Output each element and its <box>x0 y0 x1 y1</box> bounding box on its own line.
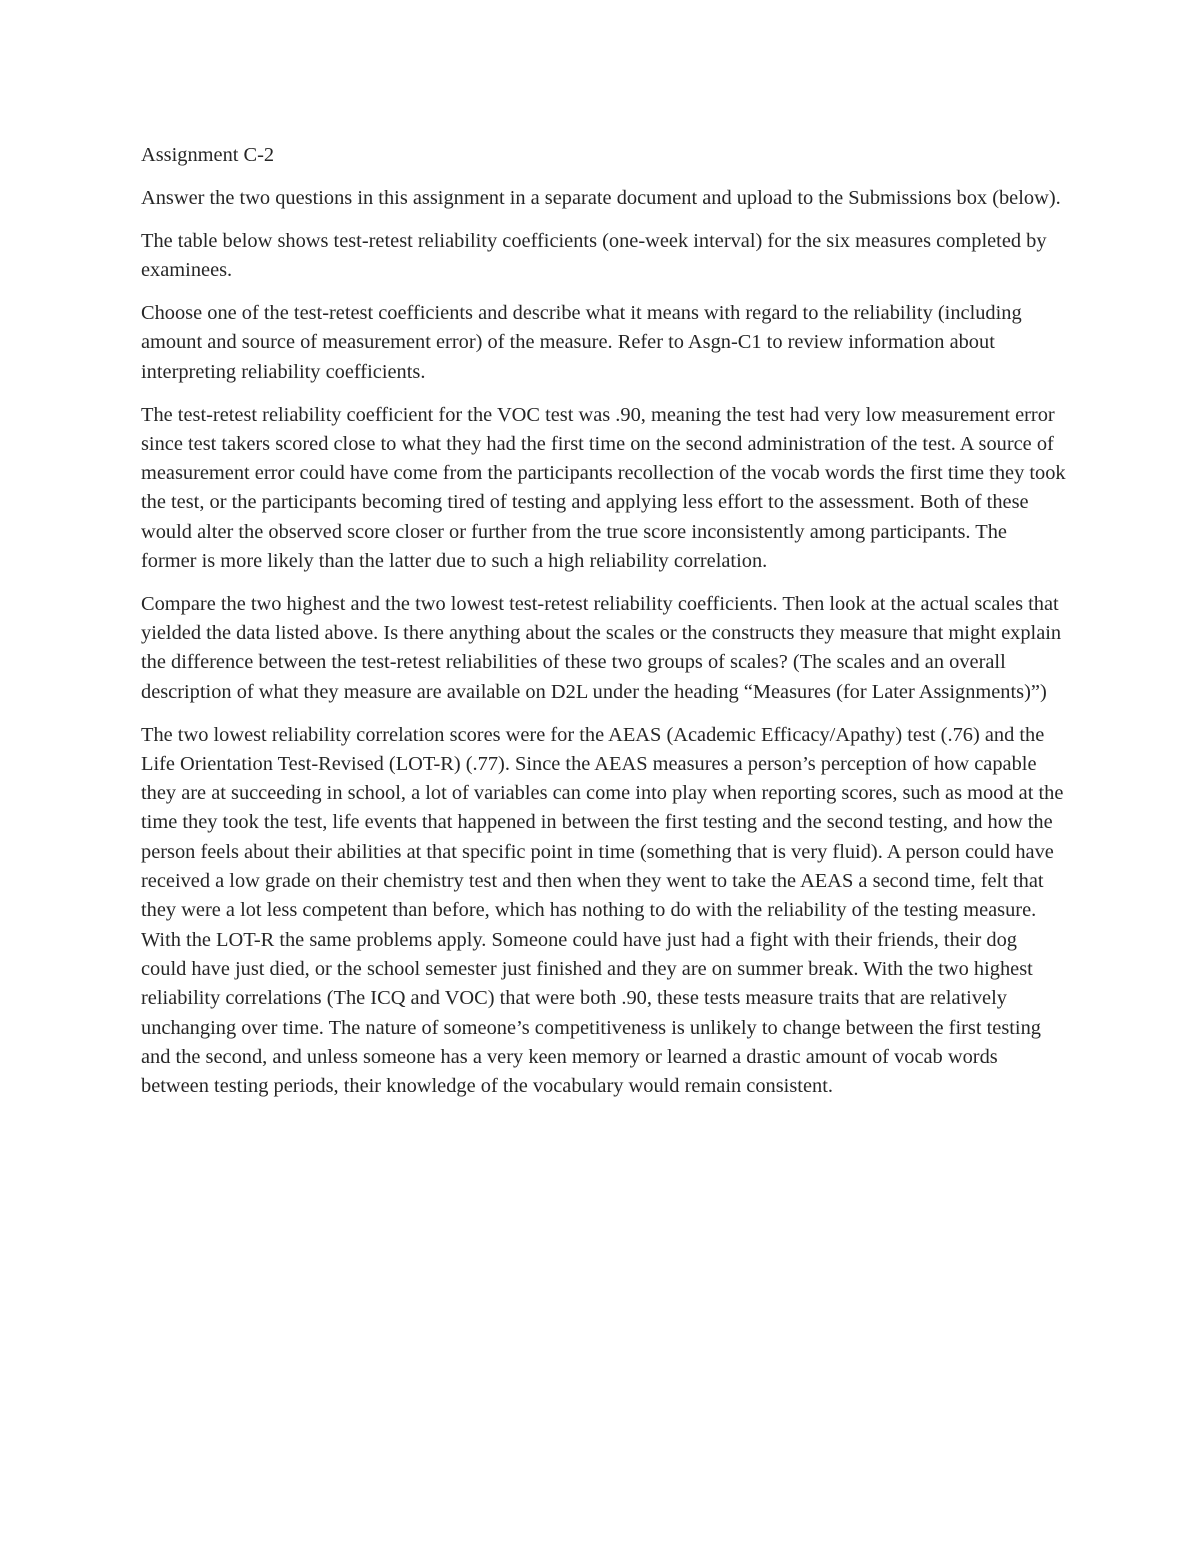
instructions-paragraph: Answer the two questions in this assignment in a separate document and upload to the Submissions box (below). <box>141 187 1061 210</box>
answer-2-paragraph: The two lowest reliability correlation scores were for the AEAS (Academic Efficacy/Apathy) test (.76) and the Life Orientation Test-Revised (LOT-R) (.77). Since the AEAS measures a person’s perception of how capable they are at succeeding in school, a lot of variables can come into play when reporting scores, such as mood at the time they took the test, life events that happened in between the first testing and the second testing, and how the person feels about their abilities at that specific point in time (something that is very fluid). A person could have received a low grade on their chemistry test and then when they went to take the AEAS a second time, felt that they were a lot less competent than before, which has nothing to do with the reliability of the testing measure. With the LOT-R the same problems apply. Someone could have just had a fight with their friends, their dog could have just died, or the school semester just finished and they are on summer break. With the two highest reliability correlations (The ICQ and VOC) that were both .90, these tests measure traits that are relatively unchanging over time. The nature of someone’s competitiveness is unlikely to change between the first testing and the second, and unless someone has a very keen memory or learned a drastic amount of vocab words between testing periods, their knowledge of the vocabulary would remain consistent. <box>141 723 1064 1098</box>
question-2-paragraph: Compare the two highest and the two lowest test-retest reliability coefficients. Then look at the actual scales that yielded the data listed above. Is there anything about the scales or the constructs they measure that might explain the difference between the test-retest reliabilities of these two groups of scales? (The scales and an overall description of what they measure are available on D2L under the heading “Measures (for Later Assignments)”) <box>141 592 1062 703</box>
table-description-paragraph: The table below shows test-retest reliability coefficients (one-week interval) for the six measures completed by examinees. <box>141 230 1047 282</box>
document-title: Assignment C-2 <box>141 144 275 166</box>
document-body <box>141 141 1066 1115</box>
answer-1-paragraph: The test-retest reliability coefficient for the VOC test was .90, meaning the test had very low measurement error since test takers scored close to what they had the first time on the second administration of the test. A source of measurement error could have come from the participants recollection of the vocab words the first time they took the test, or the participants becoming tired of testing and applying less effort to the assessment. Both of these would alter the observed score closer or further from the true score inconsistently among participants. The former is more likely than the latter due to such a high reliability correlation. <box>141 403 1066 573</box>
question-1-paragraph: Choose one of the test-retest coefficients and describe what it means with regard to the reliability (including amount and source of measurement error) of the measure. Refer to Asgn-C1 to review information about interpreting reliability coefficients. <box>141 302 1022 383</box>
